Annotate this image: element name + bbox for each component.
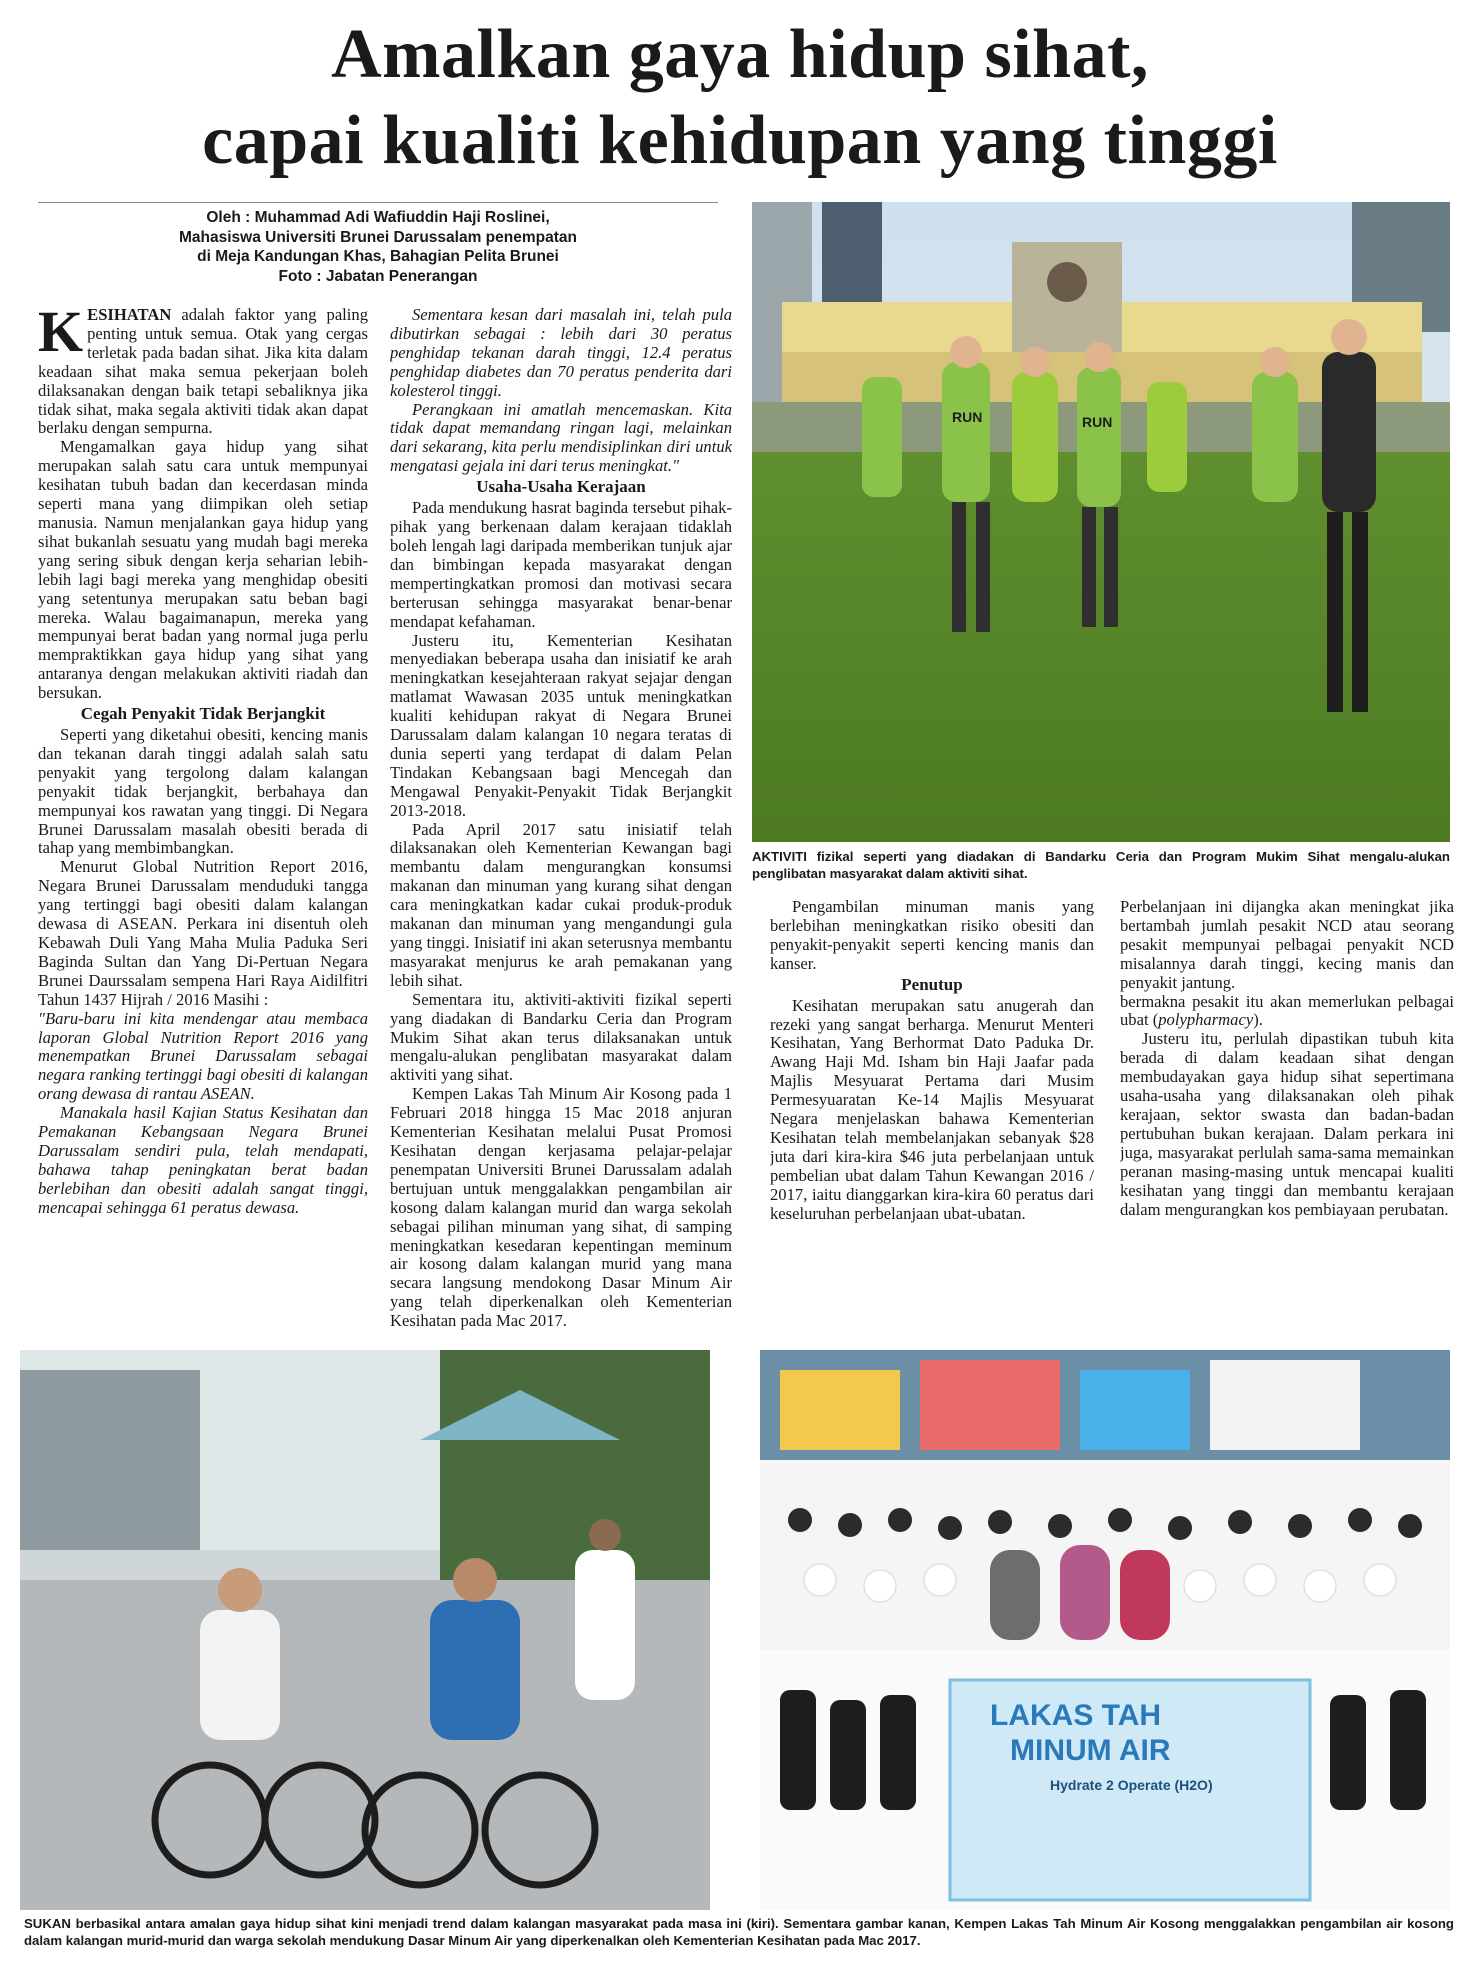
article-paragraph: Justeru itu, perlulah dipastikan tubuh kita berada di dalam keadaan sihat dengan membudayakan gaya hidup sihat sepertimana usaha-usaha yang dilaksanakan oleh pihak kerajaan, sektor swasta dan badan-badan pertubuhan bukan kerajaan. Dalam perkara ini juga, masyarakat perlulah sama-sama memainkan peranan masing-masing untuk mencapai kualiti kesihatan yang tinggi dan membantu kerajaan dalam mengurangkan kos pembiayaan perubatan. (1120, 1029, 1454, 1219)
article-paragraph: Pada mendukung hasrat baginda tersebut pihak-pihak yang berkenaan dalam kerajaan tidaklah boleh lengah lagi daripada memberikan tunjuk ajar dan bimbingan kepada masyarakat dengan mempertingkatkan promosi dan motivasi secara berterusan sehingga masyarakat benar-benar mendapat kefahaman. (390, 498, 732, 631)
article-paragraph: Sementara itu, aktiviti-aktiviti fizikal seperti yang diadakan di Bandarku Ceria dan Program Mukim Sihat akan terus dilaksanakan untuk mengalu-alukan penglibatan masyarakat dalam aktiviti yang sihat. (390, 989, 732, 1085)
photo-school-campaign (760, 1350, 1450, 1910)
caption-top-photo (752, 848, 1450, 882)
byline-line: di Meja Kandungan Khas, Bahagian Pelita Brunei (197, 248, 559, 265)
shirt-print: RUN (1082, 414, 1113, 430)
term-polypharmacy: polypharmacy (1158, 1010, 1254, 1030)
article-paragraph: Menurut Global Nutrition Report 2016, Negara Brunei Darussalam menduduki tangga yang tertinggi bagi obesiti dalam kalangan dewasa di ASEAN. Perkara ini disentuh oleh Kebawah Duli Yang Maha Mulia Paduka Seri Baginda Sultan dan Yang Di-Pertuan Negara Brunei Daurssalam sempena Hari Raya Aidilfitri Tahun 1437 Hijrah / 2016 Masihi : (38, 857, 368, 1009)
royal-quote: "Baru-baru ini kita mendengar atau membaca laporan Global Nutrition Report 2016 yang menempatkan Brunei Darussalam sebagai negara ranking tertinggi bagi obesiti di kalangan orang dewasa di rantau ASEAN. (38, 1008, 368, 1104)
article-paragraph: Seperti yang diketahui obesiti, kencing manis dan tekanan darah tinggi adalah salah satu penyakit yang tergolong dalam kalangan penyakit tidak berjangkit, berbahaya dan mempunyai kos rawatan yang tinggi. Di Negara Brunei Darussalam masalah obesiti berada di tahap yang membimbangkan. (38, 725, 368, 858)
banner-subtitle: Hydrate 2 Operate (H2O) (1050, 1777, 1213, 1793)
paragraph-text: adalah faktor yang paling penting untuk semua. Otak yang cergas terletak pada badan sihat. Jika kita dalam keadaan sihat maka semua pekerjaan boleh dilaksanakan dengan baik tetapi sebaliknya jika tidak sihat, maka segala aktiviti tidak akan dapat berlaku dengan sempurna. (38, 306, 368, 438)
royal-quote: Sementara kesan dari masalah ini, telah pula dibutirkan sebagai : lebih dari 30 peratus penghidap tekanan darah tinggi, 12.4 peratus penghidap diabetes dan 70 peratus penderita dari kolesterol tinggi. (390, 306, 732, 400)
byline (38, 202, 718, 286)
banner-title-2: MINUM AIR (1010, 1734, 1171, 1767)
article-column-2 (390, 306, 732, 1334)
subheading-penutup: Penutup (901, 974, 963, 994)
article-paragraph: Pengambilan minuman manis yang berlebihan meningkatkan risiko obesiti dan penyakit-penyakit seperti kencing manis dan kanser. (770, 898, 1094, 973)
photo-aerobics-field (752, 202, 1450, 842)
caption-text: fizikal seperti yang diadakan di Bandarku Ceria dan Program Mukim Sihat mengalu-alukan penglibatan masyarakat dalam aktiviti sihat. (752, 849, 1450, 881)
subheading-cegah: Cegah Penyakit Tidak Berjangkit (80, 704, 326, 724)
caption-text: berbasikal antara amalan gaya hidup sihat kini menjadi trend dalam kalangan masyarakat pada masa ini (kiri). Sementara gambar kanan, Kempen Lakas Tah Minum Air Kosong menggalakkan pengambilan air kosong dalam kalangan murid-murid dan warga sekolah mendukung Dasar Minum Air yang diperkenalkan oleh Kementerian Kesihatan pada Mac 2017. (24, 1916, 1454, 1948)
lead-word: ESIHATAN (87, 306, 172, 324)
article-paragraph (1120, 993, 1454, 1031)
royal-quote: Manakala hasil Kajian Status Kesihatan dan Pemakanan Kebangsaan Negara Brunei Darussalam sendiri pula, telah mendapati, bahawa tahap peningkatan berat badan berlebihan dan obesiti adalah sangat tinggi, mencapai sehingga 61 peratus dewasa. (38, 1103, 368, 1217)
article-paragraph: Justeru itu, Kementerian Kesihatan menyediakan beberapa usaha dan inisiatif ke arah meningkatkan kesejahteraan rakyat sejajar dengan matlamat Wawasan 2035 untuk meningkatkan kualiti kehidupan rakyat di Negara Brunei Darussalam dalam kalangan 10 negara teratas di dunia seperti yang terdapat di dalam Pelan Tindakan Kebangsaan bagi Mencegah dan Mengawal Penyakit-Penyakit Tidak Berjangkit 2013-2018. (390, 630, 732, 820)
headline (20, 12, 1460, 184)
photo-cyclists (20, 1350, 710, 1910)
article-paragraph: Mengamalkan gaya hidup yang sihat merupakan salah satu cara untuk mempunyai kesihatan tubuh badan dan kecerdasan minda seperti mana yang diimpikan oleh setiap manusia. Namun menjalankan gaya hidup yang sihat bukanlah sesuatu yang mudah bagi mereka yang sering sibuk dengan kerja seharian lebih-lebih lagi bagi mereka yang menghidap obesiti yang setentunya merupakan satu beban bagi mereka. Walau bagaimanapun, mereka yang mempunyai berat badan yang normal juga perlu mempraktikkan gaya hidup yang sihat yang antaranya dengan melakukan aktiviti riadah dan bersukan. (38, 437, 368, 703)
headline-line-2: capai kualiti kehidupan yang tinggi (202, 102, 1278, 179)
article-paragraph: Perbelanjaan ini dijangka akan meningkat jika bertambah jumlah pesakit NCD atau seorang pesakit mempunyai pelbagai penyakit NCD misalannya darah tinggi, kecing manis dan penyakit jantung. (1120, 898, 1454, 992)
subheading-usaha: Usaha-Usaha Kerajaan (476, 477, 646, 497)
royal-quote: Perangkaan ini amatlah mencemaskan. Kita tidak dapat memandang ringan lagi, melainkan dari sekarang, kita perlu mendisiplinkan diri untuk mengatasi gejala ini dari terus meningkat." (390, 399, 732, 476)
byline-line: Oleh : Muhammad Adi Wafiuddin Haji Roslinei, (206, 209, 550, 226)
caption-bottom-photos (24, 1915, 1454, 1949)
byline-line: Mahasiswa Universiti Brunei Darussalam penempatan (179, 228, 577, 246)
caption-key: AKTIVITI (752, 849, 807, 864)
byline-line: Foto : Jabatan Penerangan (278, 267, 478, 285)
article-paragraph (38, 306, 368, 438)
article-column-1 (38, 306, 368, 1334)
drop-cap: K (38, 306, 84, 364)
headline-line-1: Amalkan gaya hidup sihat, (331, 16, 1149, 93)
article-paragraph: Pada April 2017 satu inisiatif telah dilaksanakan oleh Kementerian Kewangan bagi membantu dalam mengurangkan konsumsi makanan dan minuman yang kurang sihat dengan cara meningkatkan kadar cukai produk-produk makanan dan minuman yang mengandungi gula yang tinggi. Inisiatif ini akan seterusnya membantu masyarakat menjurus ke arah pemakanan yang lebih sihat. (390, 819, 732, 990)
shirt-print: RUN (952, 409, 983, 425)
paragraph-text: ). (1253, 1010, 1263, 1030)
article-paragraph: Kempen Lakas Tah Minum Air Kosong pada 1 Februari 2018 hingga 15 Mac 2018 anjuran Kementerian Kesihatan melalui Pusat Promosi Kesihatan dengan kerjasama pelajar-pelajar penempatan Universiti Brunei Darussalam adalah bertujuan untuk menggalakkan pengambilan air kosong dalam kalangan murid dan warga sekolah sebagai pilihan minuman yang sihat, di samping meningkatkan kesedaran kepentingan meminum air kosong dalam kalangan murid yang mana secara langsung mendokong Dasar Minum Air yang telah diperkenalkan oleh Kementerian Kesihatan pada Mac 2017. (390, 1084, 732, 1331)
article-paragraph: Kesihatan merupakan satu anugerah dan rezeki yang sangat berharga. Menurut Menteri Kesihatan, Yang Berhormat Dato Paduka Dr. Awang Haji Md. Isham bin Haji Jaafar pada Majlis Mesyuarat Pertama dari Musim Permesyuaratan Ke-14 Majlis Mesyuarat Negara menjelaskan bahawa Kementerian Kesihatan telah membelanjakan sebanyak $28 juta dari kira-kira $46 juta perbelanjaan untuk pembelian ubat dalam Tahun Kewangan 2016 / 2017, iaitu dianggarkan kira-kira 60 peratus dari keseluruhan perbelanjaan ubat-ubatan. (770, 995, 1094, 1223)
article-column-4 (1120, 898, 1454, 1334)
caption-key: SUKAN (24, 1916, 71, 1931)
article-column-3 (770, 898, 1094, 1334)
paragraph-text: bermakna pesakit itu akan memerlukan pelbagai ubat ( (1120, 991, 1454, 1030)
banner-title-1: LAKAS TAH (990, 1699, 1162, 1732)
